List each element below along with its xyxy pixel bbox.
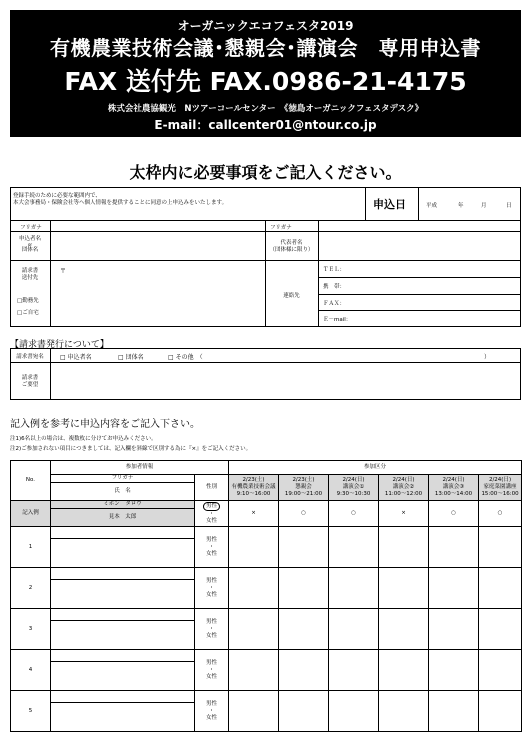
event-cell[interactable]	[479, 568, 522, 609]
event-1-header: 2/23(土) 有機農業技術会議 9:10～16:00	[229, 475, 279, 501]
applicant-name-label: 申込者名 or 団体名	[18, 236, 41, 253]
event-cell[interactable]	[329, 527, 379, 568]
row-number: 2	[11, 568, 51, 609]
name-cell[interactable]	[51, 580, 195, 609]
name-cell[interactable]	[51, 662, 195, 691]
event-cell[interactable]	[229, 691, 279, 732]
participants-heading: 記入例を参考に申込内容をご記入下さい。	[10, 419, 200, 430]
event-cell[interactable]	[279, 527, 329, 568]
event-cell[interactable]	[479, 527, 522, 568]
furigana-cell[interactable]	[51, 568, 195, 580]
postal-mark: 〒	[60, 268, 67, 275]
event-cell[interactable]	[379, 527, 429, 568]
event-5-header: 2/24(日) 講演会③ 13:00～14:00	[429, 475, 479, 501]
event-2-header: 2/23(土) 懇親会 19:00～21:00	[279, 475, 329, 501]
event-cell[interactable]	[429, 650, 479, 691]
participants-table	[10, 460, 522, 732]
col-name-header: 氏 名	[51, 483, 195, 501]
furigana-cell[interactable]	[51, 650, 195, 662]
furigana-label-2: フリガナ	[270, 225, 292, 231]
note-1: 注1)6名以上の場合は、複数枚に分けてお申込みください。	[10, 436, 157, 442]
col-furigana-header: フリガナ	[51, 475, 195, 483]
date-label: 申込日	[373, 198, 406, 211]
event-cell[interactable]	[229, 527, 279, 568]
furigana-cell[interactable]	[51, 527, 195, 539]
col-no-header: No.	[11, 461, 51, 501]
applicant-name-field[interactable]	[51, 232, 265, 260]
event-cell[interactable]	[379, 568, 429, 609]
event-cell[interactable]	[229, 609, 279, 650]
consent-notice-1: 登録手続のために必要な範囲内で、	[13, 193, 101, 199]
note-2: 注2)ご参加されない項目につきましては、記入欄を斜線で区別する為に『×』をご記入ください。	[10, 446, 252, 452]
example-mark-5: ○	[429, 501, 479, 527]
fax-number: FAX 送付先 FAX.0986-21-4175	[64, 67, 467, 96]
option-group[interactable]: □ 団体名	[118, 354, 144, 361]
gender-cell[interactable]: 男性 ・ 女性	[195, 568, 229, 609]
example-name: 見本 太郎	[51, 509, 195, 527]
row-number: 5	[11, 691, 51, 732]
mobile-label: 携 帯：	[323, 284, 346, 290]
event-name: オーガニックエコフェスタ2019	[177, 19, 354, 33]
event-cell[interactable]	[229, 568, 279, 609]
col-gender-header: 性別	[195, 475, 229, 501]
invoice-request-label: 請求書 ご要望	[21, 375, 39, 388]
invoice-address-label: 請求書 送付先	[21, 268, 39, 281]
invoice-section-heading: 【請求書発行について】	[10, 340, 109, 350]
event-cell[interactable]	[329, 650, 379, 691]
event-cell[interactable]	[379, 691, 429, 732]
event-cell[interactable]	[479, 691, 522, 732]
representative-label: 代表者名 （団体様に限り）	[269, 240, 314, 253]
event-6-header: 2/24(日) 家庭菜園講座 15:00～16:00	[479, 475, 522, 501]
example-mark-4: ×	[379, 501, 429, 527]
event-cell[interactable]	[479, 609, 522, 650]
date-era: 平成	[426, 203, 438, 209]
contact-email: E-mail：callcenter01@ntour.co.jp	[154, 118, 377, 132]
event-cell[interactable]	[279, 691, 329, 732]
example-gender: 男性 ・ 女性	[195, 501, 229, 527]
name-cell[interactable]	[51, 621, 195, 650]
date-field[interactable]	[418, 187, 521, 220]
furigana-cell[interactable]	[51, 609, 195, 621]
furigana-label: フリガナ	[20, 225, 42, 231]
close-paren: ）	[484, 354, 491, 361]
gender-cell[interactable]: 男性 ・ 女性	[195, 691, 229, 732]
option-home[interactable]: □ご自宅	[17, 310, 39, 316]
event-cell[interactable]	[329, 568, 379, 609]
furigana-cell[interactable]	[51, 691, 195, 703]
invoice-address-field[interactable]	[51, 261, 265, 327]
example-mark-3: ○	[329, 501, 379, 527]
example-mark-6: ○	[479, 501, 522, 527]
example-furigana: ミホン タロウ	[51, 501, 195, 509]
date-day: 日	[506, 203, 512, 209]
event-cell[interactable]	[279, 568, 329, 609]
col-events-header: 参加区分	[229, 461, 522, 475]
col-info-header: 参加者情報	[51, 461, 229, 475]
row-number: 1	[11, 527, 51, 568]
representative-name-field[interactable]	[319, 232, 521, 260]
event-cell[interactable]	[329, 609, 379, 650]
example-mark-2: ○	[279, 501, 329, 527]
organizer: 株式会社農協観光 Nツアーコールセンター 《徳島オーガニックフェスタデスク》	[107, 104, 424, 114]
instruction-heading: 太枠内に必要事項をご記入ください。	[129, 163, 402, 182]
event-cell[interactable]	[329, 691, 379, 732]
email-label: Ｅ－mail：	[323, 317, 352, 323]
date-year: 年	[458, 203, 464, 209]
event-cell[interactable]	[379, 609, 429, 650]
invoice-recipient-label: 請求書宛名	[16, 354, 44, 360]
gender-cell[interactable]: 男性 ・ 女性	[195, 650, 229, 691]
event-cell[interactable]	[479, 650, 522, 691]
form-title: 有機農業技術会議･懇親会･講演会 専用申込書	[50, 36, 481, 60]
event-3-header: 2/24(日) 講演会① 9:30～10:30	[329, 475, 379, 501]
header-banner	[10, 10, 521, 137]
option-other[interactable]: □ その他 （	[168, 354, 203, 361]
event-cell[interactable]	[429, 691, 479, 732]
event-cell[interactable]	[429, 568, 479, 609]
event-cell[interactable]	[429, 527, 479, 568]
option-applicant[interactable]: □ 申込者名	[60, 354, 92, 361]
example-mark-1: ×	[229, 501, 279, 527]
event-cell[interactable]	[429, 609, 479, 650]
row-number: 4	[11, 650, 51, 691]
consent-notice-2: 本大会事務局・保険会社等へ個人情報を提供することに同意の上申込みをいたします。	[13, 200, 228, 206]
example-gender-selected: 男性	[203, 502, 220, 511]
event-cell[interactable]	[229, 650, 279, 691]
option-office[interactable]: □勤務先	[17, 298, 39, 304]
event-4-header: 2/24(日) 講演会② 11:00～12:00	[379, 475, 429, 501]
event-cell[interactable]	[279, 609, 329, 650]
event-cell[interactable]	[379, 650, 429, 691]
event-cell[interactable]	[279, 650, 329, 691]
name-cell[interactable]	[51, 539, 195, 568]
contact-label: 連絡先	[283, 293, 300, 299]
gender-cell[interactable]: 男性 ・ 女性	[195, 609, 229, 650]
tel-label: ＴＥＬ：	[323, 267, 346, 273]
row-number: 3	[11, 609, 51, 650]
example-label: 記入例	[11, 501, 51, 527]
representative-furigana-field[interactable]	[319, 221, 521, 231]
date-month: 月	[481, 203, 487, 209]
invoice-request-field[interactable]	[51, 363, 521, 400]
applicant-furigana-field[interactable]	[51, 221, 265, 231]
gender-cell[interactable]: 男性 ・ 女性	[195, 527, 229, 568]
fax-label: ＦＡＸ：	[323, 301, 346, 307]
name-cell[interactable]	[51, 703, 195, 732]
